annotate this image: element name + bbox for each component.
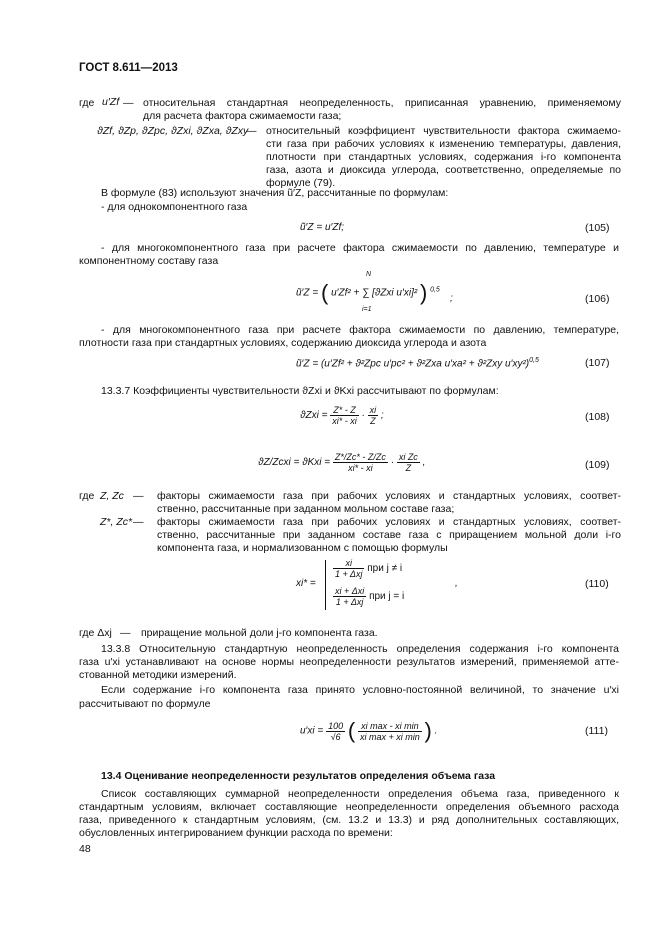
symbol-z-star: Z*, Zc*: [100, 516, 133, 528]
paren-open: (: [320, 280, 329, 305]
eq111-fraction-2: [358, 721, 422, 742]
eq106-sum-top: N: [366, 271, 372, 278]
paragraph-13-3-8-cont: стованной методики измерений.: [79, 669, 237, 681]
item-single-component: - для однокомпонентного газа: [101, 201, 248, 213]
multiply-dot: ·: [390, 457, 395, 469]
paragraph-constant: Если содержание i-го компонента газа принято условно-постоянной величиной, то значение u′xi: [101, 684, 619, 696]
eq106-tail: ;: [450, 293, 453, 304]
case-2-condition: при j = i: [369, 591, 405, 603]
where1-desc: [143, 97, 621, 123]
frac-den: 1 + Δxj: [335, 569, 363, 579]
document-header: ГОСТ 8.611—2013: [79, 62, 178, 74]
frac-den: xi* - xi: [332, 416, 357, 426]
where1-desc-line: относительная стандартная неопределенность, приписанная уравнению, применяемому: [143, 97, 621, 109]
paragraph-13-3-8: 13.3.8 Относительную стандартную неопределенность определения содержания i-го компонента: [101, 643, 619, 655]
frac-num: xi + Δxi: [335, 586, 365, 596]
eq110-case1-fraction: [333, 558, 364, 579]
final-paragraph: Список составляющих суммарной неопределенности определения объема газа, приведенного к: [101, 788, 619, 800]
where-lead: где: [79, 490, 95, 502]
dash: —: [133, 490, 144, 502]
eq108-tail: ;: [380, 410, 384, 422]
equation-111-number: (111): [585, 725, 608, 737]
where2-desc-line: относительный коэффициент чувствительности фактора сжимаемо-: [266, 125, 621, 137]
where2-desc-line: сти газа при рабочих условиях к изменению температуры, давления,: [266, 138, 621, 150]
frac-den: Z: [370, 416, 376, 426]
section-title: 13.4 Оценивание неопределенности результатов определения объема газа: [101, 770, 496, 782]
frac-num: 100: [328, 720, 344, 731]
paragraph-constant-cont: рассчитывают по формуле: [79, 698, 211, 710]
symbol-sensitivity-list: ϑZf, ϑZp, ϑZpc, ϑZxi, ϑZxa, ϑZxy: [97, 125, 249, 137]
symbol-z-zc: Z, Zc: [100, 490, 124, 502]
frac-den: 1 + Δxj: [335, 597, 364, 607]
where5-lead: где Δxj: [79, 627, 112, 639]
equation-107: [296, 357, 539, 369]
equation-108-number: (108): [585, 411, 610, 423]
eq108-lhs: ϑZxi =: [300, 410, 328, 422]
paren-close: ): [424, 718, 432, 743]
equation-111: [300, 718, 437, 744]
item-multi-component-2: - для многокомпонентного газа при расчете фактора сжимаемости по давлению, температуре,: [101, 324, 619, 336]
final-paragraph-cont: обусловленных интегрированием функции расхода по времени:: [79, 827, 393, 839]
multiply-dot: ·: [361, 410, 365, 422]
frac-den: xi* - xi: [348, 463, 373, 473]
frac-num: Z*/Zc* - Z/Zc: [334, 452, 386, 462]
frac-den: √6: [330, 731, 341, 742]
frac-den: xi max + xi min: [359, 731, 420, 742]
eq109-tail: ,: [422, 457, 426, 469]
equation-105: ũ′Z = u′Zf;: [300, 222, 345, 233]
eq110-case-1: [333, 558, 402, 579]
eq108-fraction-2: [368, 405, 379, 426]
equation-108: [300, 405, 384, 426]
equation-107-number: (107): [585, 357, 610, 369]
where1-desc-line: для расчета фактора сжимаемости газа;: [143, 110, 342, 122]
dash: —: [123, 97, 134, 109]
frac-den: Z: [405, 463, 412, 473]
where-lead: где: [79, 97, 95, 109]
paragraph-13-3-7: 13.3.7 Коэффициенты чувствительности ϑZxi и ϑKxi рассчитывают по формулам:: [101, 385, 499, 397]
dash: —: [133, 516, 144, 528]
equation-105-number: (105): [585, 222, 610, 234]
where2-desc-line: газа, азота и диоксида углерода, соответственно, определяемые по: [266, 164, 621, 176]
dash: —: [246, 125, 257, 137]
equation-106-number: (106): [585, 293, 610, 305]
eq106-sum-bottom: i=1: [362, 306, 372, 313]
page-number: 48: [79, 843, 91, 855]
where2-desc-line: плотности при стандартных условиях, содержания i-го компонента: [266, 151, 621, 163]
eq110-case2-fraction: [333, 586, 366, 607]
equation-109: [258, 452, 425, 473]
equation-109-number: (109): [585, 459, 610, 471]
eq111-tail: .: [434, 725, 438, 737]
item-multi-component-2-cont: плотности газа при стандартных условиях, содержанию диоксида углерода и азота: [79, 337, 487, 349]
where4-desc-line: ственно, рассчитанные при заданном составе газа с приращением мольной доли i-го: [157, 529, 621, 541]
frac-num: xi max - xi min: [358, 721, 422, 732]
where3-desc-line: факторы сжимаемости газа при рабочих условиях и стандартных условиях, соответ-: [157, 490, 621, 502]
eq109-fraction-2: [397, 452, 420, 473]
eq109-fraction-1: [333, 452, 388, 473]
eq106-inner: u′Zf² + ∑ [ϑZxi u′xi]²: [331, 287, 418, 299]
paragraph-83: В формуле (83) используют значения ũ′Z, рассчитанные по формулам:: [101, 187, 449, 199]
where2-desc-line: формуле (79).: [266, 177, 336, 189]
item-multi-component-1-cont: компонентному составу газа: [79, 255, 219, 267]
equation-106: [296, 280, 440, 306]
eq106-lhs: ũ′Z =: [296, 287, 319, 299]
where4-desc: [157, 516, 621, 555]
where4-desc-line: факторы сжимаемости газа при рабочих условиях и стандартных условиях, соответ-: [157, 516, 621, 528]
eq110-case-2: [333, 586, 404, 607]
where4-desc-line: компонента газа, и нормализованном с помощью формулы: [157, 542, 448, 554]
paren-open: (: [347, 718, 356, 743]
eq107-exponent: 0,5: [529, 357, 539, 364]
frac-num: Z* - Z: [330, 405, 359, 416]
eq107-formula: ũ′Z = (u′Zf² + ϑ²Zpc u′pc² + ϑ²Zxa u′xa² + ϑ²Zxy u′xy²): [296, 358, 530, 370]
where5-desc: приращение мольной доли j-го компонента газа.: [141, 627, 378, 639]
paragraph-13-3-8-cont: газа u′xi устанавливают на основе нормы неопределенности результатов измерений, применяемой атте-: [79, 656, 619, 668]
eq110-lhs: xi* =: [296, 578, 316, 589]
eq108-fraction-1: [330, 405, 359, 426]
frac-num: xi: [333, 558, 364, 569]
equation-110-number: (110): [585, 578, 609, 590]
symbol-u-zf: u′Zf: [102, 96, 120, 108]
where3-desc-line: ственно, рассчитанные при заданном мольном составе газа;: [157, 503, 455, 515]
eq109-lhs: ϑZ/Zcxi = ϑKxi =: [258, 457, 331, 469]
brace-icon: [325, 560, 330, 610]
dash: —: [120, 627, 131, 639]
frac-num: xi Zc: [398, 452, 418, 462]
frac-num: xi: [369, 405, 377, 415]
where3-desc: [157, 490, 621, 516]
eq111-fraction-1: [326, 721, 345, 742]
final-paragraph-cont: газа, приведенного к стандартным условиям, (см. 13.2 и 13.3) и ряд дополнительных составляющих,: [79, 814, 619, 826]
eq106-exponent: 0,5: [430, 286, 440, 294]
eq111-lhs: u′xi =: [300, 725, 324, 737]
paren-close: ): [419, 280, 428, 305]
eq110-tail: ,: [455, 578, 458, 589]
case-1-condition: при j ≠ i: [367, 563, 403, 575]
where2-desc: [266, 125, 621, 190]
final-paragraph-cont: стандартным условиям, включает составляющие неопределенности определения объемного расхода: [79, 801, 619, 813]
item-multi-component-1: - для многокомпонентного газа при расчете фактора сжимаемости по давлению, температуре и: [101, 242, 619, 254]
